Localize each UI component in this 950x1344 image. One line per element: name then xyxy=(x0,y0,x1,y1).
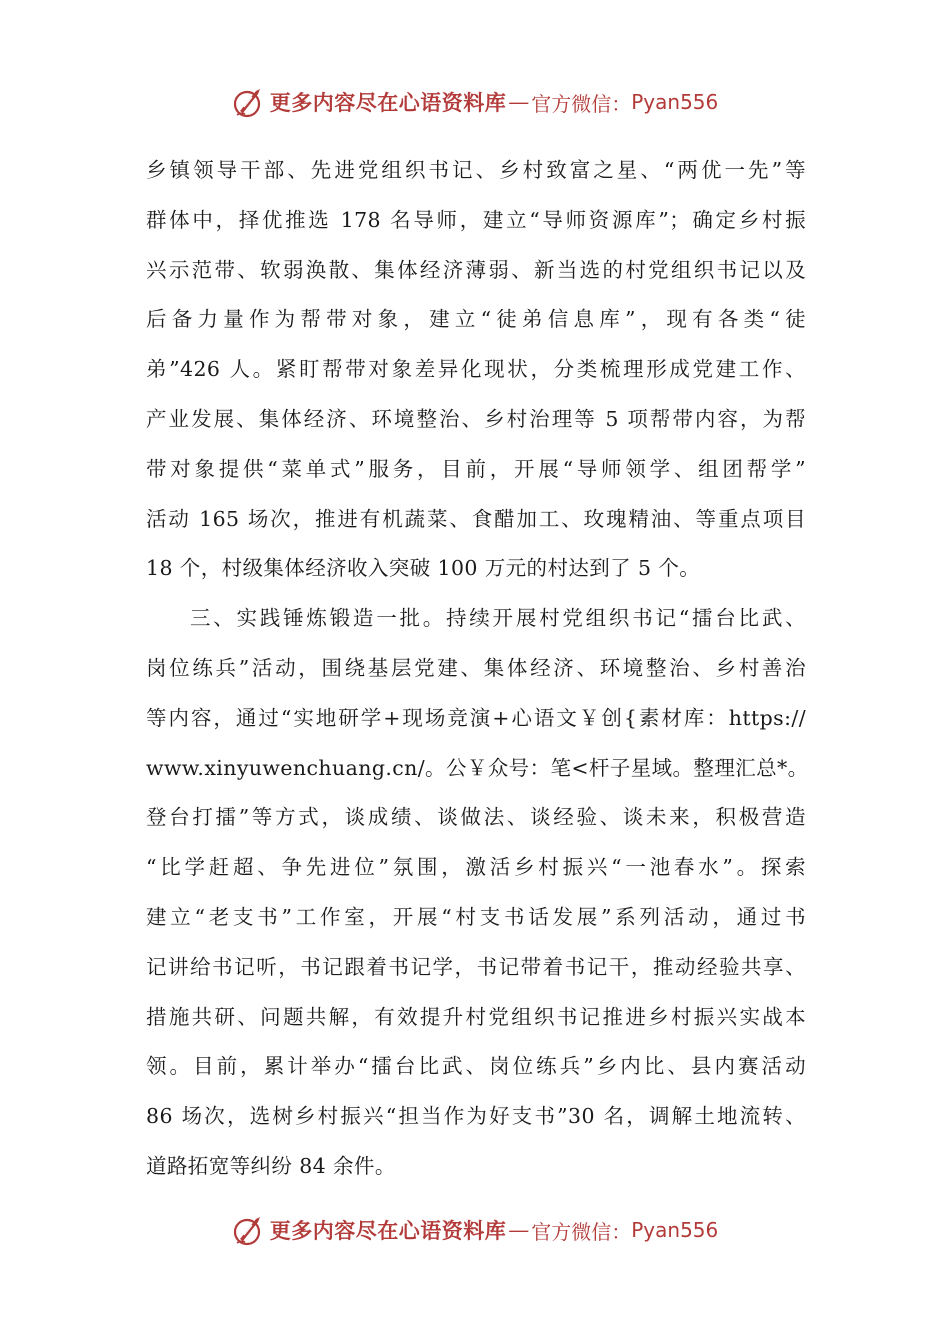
site-name: 更多内容尽在心语资料库 xyxy=(269,90,507,115)
wechat-label: 官方微信： xyxy=(531,91,632,116)
text-line: 产业发展、集体经济、环境整治、乡村治理等 5 项帮带内容，为帮 xyxy=(146,406,806,431)
text-line: 后备力量作为帮带对象，建立“徒弟信息库”，现有各类“徒 xyxy=(146,307,806,332)
paragraph-end-line: 18 个，村级集体经济收入突破 100 万元的村达到了 5 个。 xyxy=(146,556,701,581)
quill-pen-logo-icon xyxy=(232,85,266,119)
wechat-id: Pyan556 xyxy=(631,1218,719,1242)
footer-banner xyxy=(0,1208,950,1252)
text-line: 乡镇领导干部、先进党组织书记、乡村致富之星、“两优一先”等 xyxy=(146,158,806,182)
text-line: 建立“老支书”工作室，开展“村支书话发展”系列活动，通过书 xyxy=(146,904,806,929)
wechat-id: Pyan556 xyxy=(631,90,719,114)
banner-dash: — xyxy=(508,1218,530,1242)
section-heading-line: 三、实践锤炼锻造一批。持续开展村党组织书记“擂台比武、 xyxy=(190,606,806,631)
text-line: 登台打擂”等方式，谈成绩、谈做法、谈经验、谈未来，积极营造 xyxy=(146,805,806,830)
text-line: “比学赶超、争先进位”氛围，激活乡村振兴“一池春水”。探索 xyxy=(146,855,806,880)
text-line: 弟”426 人。紧盯帮带对象差异化现状，分类梳理形成党建工作、 xyxy=(146,357,806,382)
text-line: 活动 165 场次，推进有机蔬菜、食醋加工、玫瑰精油、等重点项目 xyxy=(146,506,806,531)
text-line: 等内容，通过“实地研学+现场竞演+心语文￥创{素材库：https:// xyxy=(146,705,806,730)
text-line: 岗位练兵”活动，围绕基层党建、集体经济、环境整治、乡村善治 xyxy=(146,655,806,680)
document-body xyxy=(146,146,809,1192)
header-banner xyxy=(0,80,950,124)
paragraph-end-line: 道路拓宽等纠纷 84 余件。 xyxy=(146,1153,396,1178)
text-line: 记讲给书记听，书记跟着书记学，书记带着书记干，推动经验共享、 xyxy=(146,954,806,979)
text-line: 领。目前，累计举办“擂台比武、岗位练兵”乡内比、县内赛活动 xyxy=(146,1054,806,1079)
text-line: 措施共研、问题共解，有效提升村党组织书记推进乡村振兴实战本 xyxy=(146,1004,806,1029)
text-line: 群体中，择优推选 178 名导师，建立“导师资源库”；确定乡村振 xyxy=(146,207,806,232)
text-line: 兴示范带、软弱涣散、集体经济薄弱、新当选的村党组织书记以及 xyxy=(146,257,806,282)
site-name: 更多内容尽在心语资料库 xyxy=(269,1218,507,1243)
text-line: 86 场次，选树乡村振兴“担当作为好支书”30 名，调解土地流转、 xyxy=(146,1104,806,1129)
text-line: www.xinyuwenchuang.cn/。公￥众号：笔<杆子星域。整理汇总*。 xyxy=(146,755,809,780)
quill-pen-logo-icon xyxy=(232,1213,266,1247)
banner-dash: — xyxy=(508,90,530,114)
wechat-label: 官方微信： xyxy=(531,1219,632,1244)
text-line: 带对象提供“菜单式”服务，目前，开展“导师领学、组团帮学” xyxy=(146,456,806,481)
